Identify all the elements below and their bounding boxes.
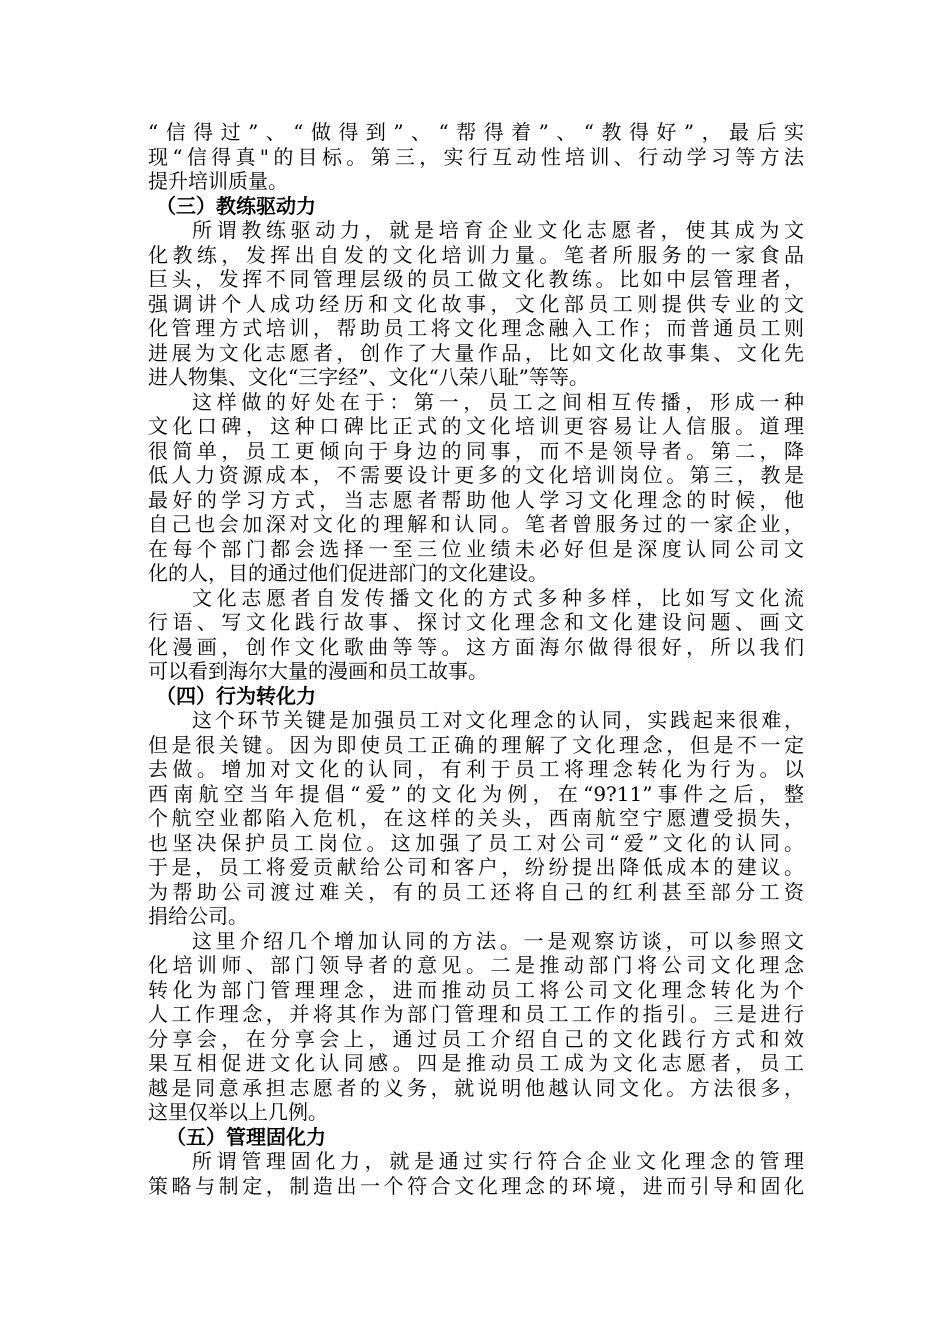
text-line: 化培训师、部门领导者的意见。二是推动部门将公司文化理念: [148, 953, 804, 977]
text-line: 化的人，目的通过他们促进部门的文化建设。: [148, 561, 548, 585]
text-line: 越是同意承担志愿者的义务，就说明他越认同文化。方法很多，: [148, 1075, 804, 1100]
text-line: 提升培训质量。: [148, 169, 288, 193]
text-line: 去做。增加对文化的认同，有利于员工将理念转化为行为。以: [148, 757, 804, 781]
text-line: 个航空业都陷入危机，在这样的关头，西南航空宁愿遭受损失，: [148, 806, 804, 830]
text-line: 化管理方式培训，帮助员工将文化理念融入工作；而普通员工则: [148, 316, 804, 340]
text-line: 文化口碑，这种口碑比正式的文化培训更容易让人信服。道理: [148, 414, 804, 438]
text-line: 很简单，员工更倾向于身边的同事，而不是领导者。第二，降: [148, 438, 804, 463]
text-line: 这样做的好处在于：第一，员工之间相互传播，形成一种: [192, 389, 804, 414]
section-heading: （五）管理固化力: [166, 1124, 326, 1149]
paragraph: [148, 708, 804, 929]
paragraph: [148, 586, 804, 684]
text-line: 行语、写文化践行故事、探讨文化理念和文化建设问题、画文: [148, 610, 804, 634]
text-line: 化漫画，创作文化歌曲等等。这方面海尔做得很好，所以我们: [148, 634, 804, 659]
text-line: 巨头，发挥不同管理层级的员工做文化教练。比如中层管理者，: [148, 267, 804, 291]
paragraph: [148, 218, 804, 390]
text-line: 强调讲个人成功经历和文化故事，文化部员工则提供专业的文: [148, 291, 804, 316]
paragraph: [148, 390, 804, 586]
text-line: 低人力资源成本，不需要设计更多的文化培训岗位。第三，教是: [148, 463, 804, 487]
text-line: 所谓教练驱动力，就是培育企业文化志愿者，使其成为文: [192, 218, 804, 242]
text-line: 自己也会加深对文化的理解和认同。笔者曾服务过的一家企业，: [148, 512, 804, 536]
text-line: 最好的学习方式，当志愿者帮助他人学习文化理念的时候，他: [148, 487, 804, 512]
text-line: 这个环节关键是加强员工对文化理念的认同，实践起来很难，: [192, 708, 804, 732]
text-line: 文化志愿者自发传播文化的方式多种多样，比如写文化流: [192, 585, 804, 610]
text-line: 可以看到海尔大量的漫画和员工故事。: [148, 659, 488, 683]
text-line: 进人物集、文化“三字经”、文化“八荣八耻”等等。: [148, 365, 589, 389]
text-line: 在每个部门都会选择一至三位业绩未必好但是深度认同公司文: [148, 536, 804, 561]
text-line: 也坚决保护员工岗位。这加强了员工对公司“爱”文化的认同。: [148, 830, 804, 855]
paragraph: [148, 120, 804, 194]
text-line: 但是很关键。因为即使员工正确的理解了文化理念，但是不一定: [148, 732, 804, 757]
text-line: 捐给公司。: [148, 904, 248, 928]
paragraph: [148, 1149, 804, 1198]
paragraph: [148, 929, 804, 1125]
text-line: 分享会，在分享会上，通过员工介绍自己的文化践行方式和效: [148, 1026, 804, 1051]
text-line: 这里仅举以上几例。: [148, 1100, 328, 1124]
text-line: 果互相促进文化认同感。四是推动员工成为文化志愿者，员工: [148, 1051, 804, 1075]
text-line: 所谓管理固化力，就是通过实行符合企业文化理念的管理: [192, 1149, 804, 1173]
document-page: [148, 120, 804, 1198]
text-line: 为帮助公司渡过难关，有的员工还将自己的红利甚至部分工资: [148, 879, 804, 904]
text-line: 现“信得真"的目标。第三，实行互动性培训、行动学习等方法: [148, 144, 804, 169]
text-line: 转化为部门管理理念，进而推动员工将公司文化理念转化为个: [148, 977, 804, 1002]
text-line: 于是，员工将爱贡献给公司和客户，纷纷提出降低成本的建议。: [148, 855, 804, 879]
section-heading: （三）教练驱动力: [156, 193, 316, 218]
text-line: 人工作理念，并将其作为部门管理和员工工作的指引。三是进行: [148, 1002, 804, 1026]
section-heading: （四）行为转化力: [156, 683, 316, 708]
text-line: 进展为文化志愿者，创作了大量作品，比如文化故事集、文化先: [148, 340, 804, 365]
text-line: 西南航空当年提倡“爱”的文化为例，在“9?11”事件之后，整: [148, 781, 804, 806]
text-line: 化教练，发挥出自发的文化培训力量。笔者所服务的一家食品: [148, 242, 804, 267]
text-line: “信得过”、“做得到”、“帮得着”、“教得好”，最后实: [148, 120, 804, 144]
text-line: 策略与制定，制造出一个符合文化理念的环境，进而引导和固化: [148, 1173, 804, 1198]
text-line: 这里介绍几个增加认同的方法。一是观察访谈，可以参照文: [192, 928, 804, 953]
